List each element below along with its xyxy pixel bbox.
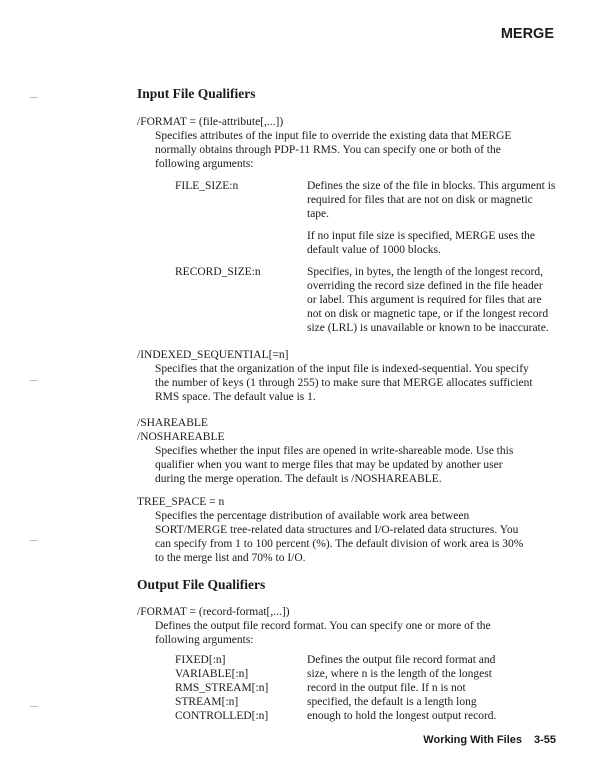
text-line: Specifies the percentage distribution of available work area between [155, 510, 470, 522]
footer-title: Working With Files [423, 734, 522, 746]
text-line: normally obtains through PDP-11 RMS. You can specify one or both of the [155, 144, 501, 156]
page-number: 3-55 [534, 734, 557, 746]
argument-description-note [307, 229, 535, 257]
text-line: during the merge operation. The default is /NOSHAREABLE. [155, 473, 442, 485]
section-heading-output: Output File Qualifiers [137, 577, 266, 592]
shareable-description [155, 444, 513, 486]
text-line: Specifies, in bytes, the length of the longest record, [307, 266, 544, 278]
qualifier-tree-space: TREE_SPACE = n [137, 496, 225, 508]
text-line: qualifier when you want to merge files that may be updated by another user [155, 459, 503, 471]
output-argument-description [307, 653, 496, 723]
text-line: Defines the size of the file in blocks. This argument is [307, 180, 556, 192]
text-line: required for files that are not on disk or magnetic [307, 194, 533, 206]
text-line: tape. [307, 208, 330, 220]
text-line: Specifies whether the input files are opened in write-shareable mode. Use this [155, 445, 514, 457]
text-line: Defines the output file record format and [307, 654, 496, 666]
output-format-description [155, 619, 491, 647]
indexed-description [155, 362, 533, 404]
argument-name: FIXED[:n] [175, 654, 226, 666]
argument-description [307, 265, 549, 335]
argument-name: RMS_STREAM[:n] [175, 682, 269, 694]
text-line: Specifies attributes of the input file to override the existing data that MERGE [155, 130, 512, 142]
output-argument-list [175, 653, 268, 723]
qualifier-format-output: /FORMAT = (record-format[,...]) [137, 606, 290, 618]
text-line: enough to hold the longest output record. [307, 710, 497, 722]
text-line: not on disk or magnetic tape, or if the longest record [307, 308, 549, 320]
argument-name: VARIABLE[:n] [175, 668, 249, 680]
text-line: to the merge list and 70% to I/O. [155, 552, 306, 564]
argument-name: FILE_SIZE:n [175, 180, 239, 192]
text-line: Defines the output file record format. You can specify one or more of the [155, 620, 491, 632]
argument-name: RECORD_SIZE:n [175, 266, 261, 278]
text-line: If no input file size is specified, MERGE uses the [307, 230, 536, 242]
text-line: SORT/MERGE tree-related data structures and I/O-related data structures. You [155, 524, 519, 536]
qualifier-format: /FORMAT = (file-attribute[,...]) [137, 116, 284, 128]
margin-mark [30, 97, 38, 98]
argument-name: STREAM[:n] [175, 696, 239, 708]
running-head: MERGE [500, 26, 554, 42]
text-line: or label. This argument is required for files that are [307, 294, 542, 306]
text-line: record in the output file. If n is not [307, 682, 466, 694]
qualifier-noshareable: /NOSHAREABLE [137, 431, 225, 443]
text-line: following arguments: [155, 158, 254, 170]
margin-mark [30, 706, 38, 707]
text-line: the number of keys (1 through 255) to make sure that MERGE allocates sufficient [155, 377, 533, 389]
argument-description [307, 179, 555, 221]
text-line: overriding the record size defined in the file header [307, 280, 543, 292]
text-line: can specify from 1 to 100 percent (%). The default division of work area is 30% [155, 538, 524, 550]
text-line: specified, the default is a length long [307, 696, 477, 708]
argument-name: CONTROLLED[:n] [175, 710, 269, 722]
text-line: size (LRL) is unavailable or known to be inaccurate. [307, 322, 549, 334]
text-line: following arguments: [155, 634, 254, 646]
margin-mark [30, 380, 38, 381]
text-line: default value of 1000 blocks. [307, 244, 441, 256]
text-line: RMS space. The default value is 1. [155, 391, 316, 403]
tree-space-description [155, 509, 523, 565]
format-description [155, 129, 511, 171]
qualifier-indexed-sequential: /INDEXED_SEQUENTIAL[=n] [137, 349, 289, 361]
text-line: size, where n is the length of the longest [307, 668, 492, 680]
section-heading-input: Input File Qualifiers [137, 86, 256, 101]
margin-mark [30, 540, 38, 541]
qualifier-shareable: /SHAREABLE [137, 417, 208, 429]
text-line: Specifies that the organization of the input file is indexed-sequential. You specify [155, 363, 529, 375]
